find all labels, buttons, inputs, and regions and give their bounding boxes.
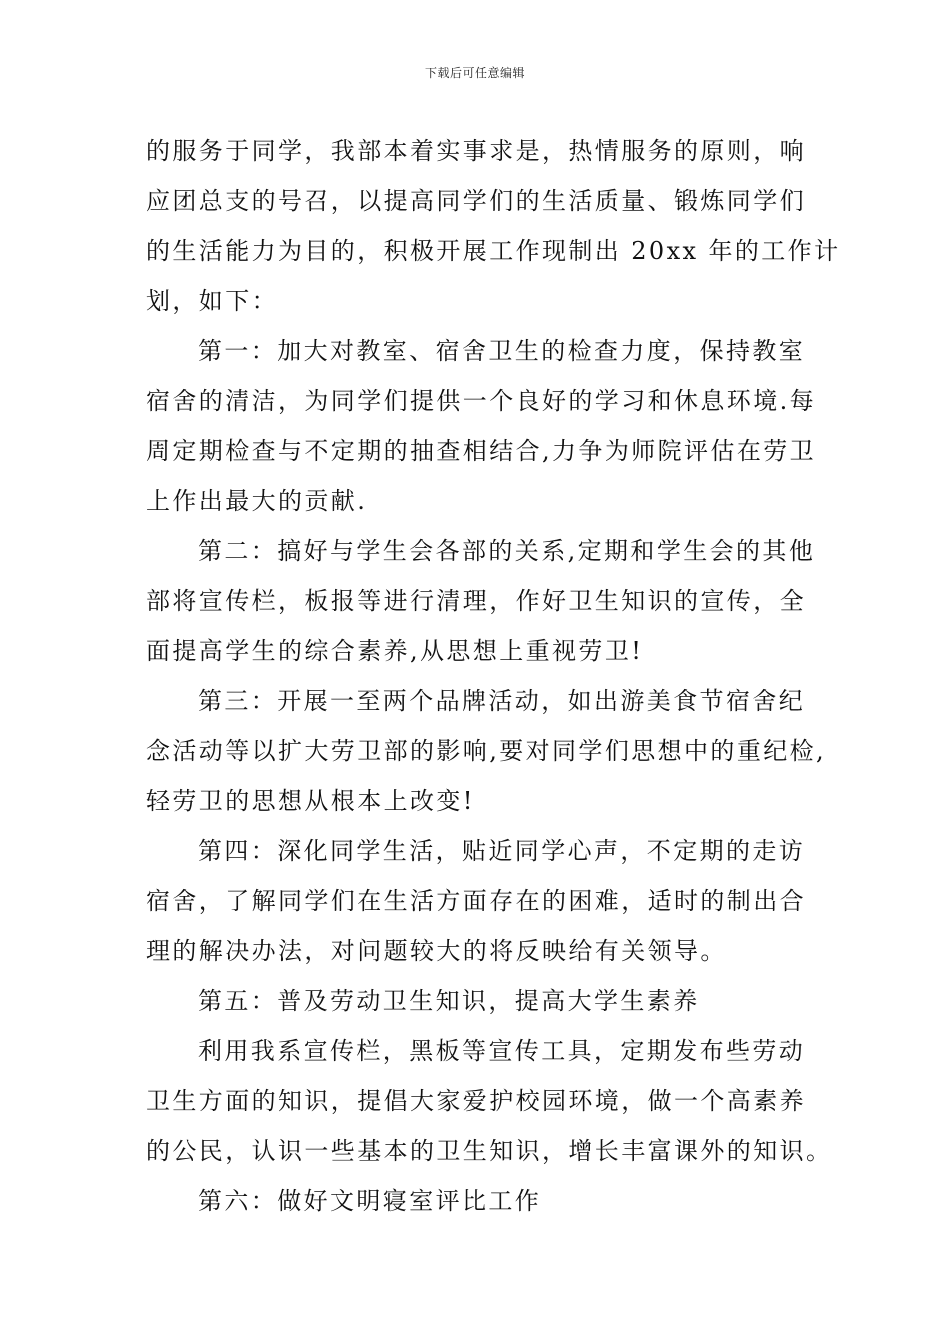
text-line: 划，如下：: [146, 287, 278, 315]
text-line: 理的解决办法，对问题较大的将反映给有关领导。: [146, 937, 727, 965]
text-line: 的服务于同学，我部本着实事求是，热情服务的原则，响: [146, 137, 806, 165]
text-line: 周定期检查与不定期的抽查相结合,力争为师院评估在劳卫: [146, 437, 817, 465]
text-line: 部将宣传栏，板报等进行清理，作好卫生知识的宣传，全: [146, 587, 806, 615]
text-line: 应团总支的号召，以提高同学们的生活质量、锻炼同学们: [146, 187, 806, 215]
document-body: [146, 126, 841, 1226]
text-line: 的生活能力为目的，积极开展工作现制出 20xx 年的工作计: [146, 237, 841, 265]
text-line: 宿舍的清洁，为同学们提供一个良好的学习和休息环境.每: [146, 387, 817, 415]
text-line: 轻劳卫的思想从根本上改变!: [146, 787, 475, 815]
text-line: 第六：做好文明寝室评比工作: [198, 1187, 542, 1215]
text-line: 宿舍，了解同学们在生活方面存在的困难，适时的制出合: [146, 887, 806, 915]
text-line: 上作出最大的贡献.: [146, 487, 368, 515]
text-line: 第二：搞好与学生会各部的关系,定期和学生会的其他: [198, 537, 816, 565]
text-line: 的公民，认识一些基本的卫生知识，增长丰富课外的知识。: [146, 1137, 833, 1165]
page-header: 下载后可任意编辑: [424, 66, 525, 80]
text-line: 卫生方面的知识，提倡大家爱护校园环境，做一个高素养: [146, 1087, 806, 1115]
text-line: 第三：开展一至两个品牌活动，如出游美食节宿舍纪: [198, 687, 806, 715]
text-line: 念活动等以扩大劳卫部的影响,要对同学们思想中的重纪检,: [146, 737, 827, 765]
text-line: 利用我系宣传栏，黑板等宣传工具，定期发布些劳动: [198, 1037, 806, 1065]
text-line: 第四：深化同学生活，贴近同学心声，不定期的走访: [198, 837, 806, 865]
text-line: 第一：加大对教室、宿舍卫生的检查力度，保持教室: [198, 337, 806, 365]
text-line: 第五：普及劳动卫生知识，提高大学生素养: [198, 987, 700, 1015]
text-line: 面提高学生的综合素养,从思想上重视劳卫!: [146, 637, 644, 665]
